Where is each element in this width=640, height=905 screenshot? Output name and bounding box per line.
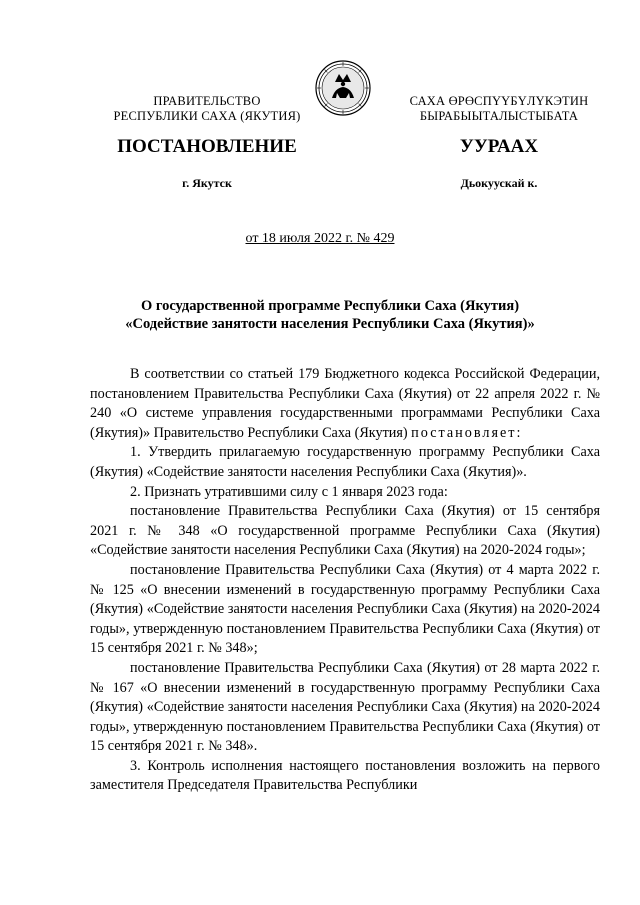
document-body bbox=[90, 365, 600, 796]
header-right-line2: БЫРАБЫЫТАЛЫСТЫБАТА bbox=[419, 109, 579, 123]
header-left-line2: РЕСПУБЛИКИ САХА (ЯКУТИЯ) bbox=[113, 109, 301, 123]
header-left-line1: ПРАВИТЕЛЬСТВО bbox=[153, 94, 261, 108]
paragraph-2: 2. Признать утратившими силу с 1 января 2023 года: bbox=[130, 483, 448, 500]
header-left bbox=[92, 94, 322, 124]
title-left: ПОСТАНОВЛЕНИЕ bbox=[117, 136, 297, 157]
paragraph-1: 1. Утвердить прилагаемую государственную программу Республики Саха (Якутия) «Содействие занятости населения Республики Саха (Якутия)». bbox=[90, 444, 600, 480]
subject-line2: «Содействие занятости населения Республики Саха (Якутия)» bbox=[125, 316, 535, 332]
header-right-line1: САХА ӨРӨСПҮҮБҮЛҮКЭТИН bbox=[409, 94, 589, 108]
coat-of-arms-icon bbox=[315, 60, 371, 116]
intro-paragraph bbox=[90, 365, 600, 443]
paragraph-2c: постановление Правительства Республики Саха (Якутия) от 28 марта 2022 г. № 167 «О внесении изменений в государственную программу Республики Саха (Якутия) «Содействие занятости населения Республики Саха (Якутия) на 2020-2024 годы», утвержденную постановлением Правительства Республики Саха (Якутия) от 15 сентября 2021 г. № 348». bbox=[90, 659, 600, 755]
city-left: г. Якутск bbox=[182, 176, 232, 190]
paragraph-3: 3. Контроль исполнения настоящего постановления возложить на первого заместителя Председателя Правительства Республики bbox=[90, 757, 600, 794]
header-right bbox=[384, 94, 614, 124]
subject-line1: О государственной программе Республики Саха (Якутия) bbox=[140, 298, 520, 314]
intro-spaced-word: постановляет: bbox=[411, 424, 523, 441]
date-number-line bbox=[0, 231, 640, 247]
intro-text: В соответствии со статьей 179 Бюджетного кодекса Российской Федерации, постановлением Правительства Республики Саха (Якутия) от 22 апреля 2022 г. № 240 «О системе управления государственными программами Республики Саха (Якутия)» Правительство Республики Саха (Якутия) bbox=[90, 366, 600, 441]
paragraph-2a: постановление Правительства Республики Саха (Якутия) от 15 сентября 2021 г. № 348 «О государственной программе Республики Саха (Якутия) «Содействие занятости населения Республики Саха (Якутия) на 2020-2024 годы»; bbox=[90, 503, 600, 559]
title-right: УУРААХ bbox=[459, 136, 539, 157]
document-subject bbox=[80, 297, 580, 333]
paragraph-2b: постановление Правительства Республики Саха (Якутия) от 4 марта 2022 г. № 125 «О внесении изменений в государственную программу Республики Саха (Якутия) «Содействие занятости населения Республики Саха (Якутия) на 2020-2024 годы», утвержденную постановлением Правительства Республики Саха (Якутия) от 15 сентября 2021 г. № 348»; bbox=[90, 561, 600, 657]
date-number-text: от 18 июля 2022 г. № 429 bbox=[245, 231, 395, 246]
city-right: Дьокуускай к. bbox=[460, 176, 538, 190]
